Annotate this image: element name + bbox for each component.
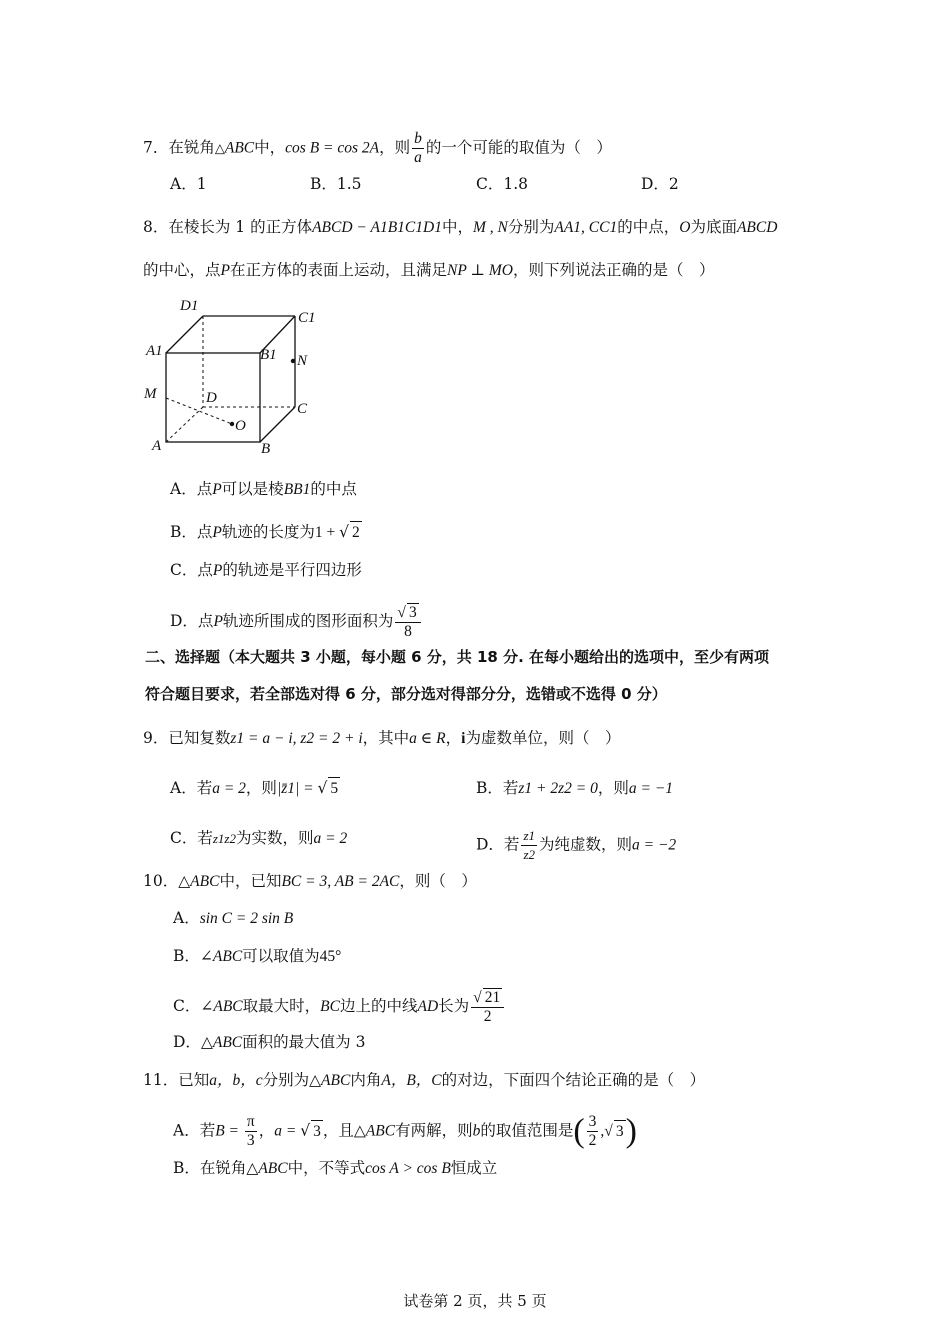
point-n	[291, 359, 295, 363]
q9-option-b: B．若z1 + 2z2 = 0，则a = −1	[476, 779, 674, 797]
label-c1: C1	[298, 310, 316, 326]
label-o: O	[235, 418, 246, 434]
q9-option-d: D．若 $\frac{z1}{z2}$ 为纯虚数，则a = −2	[476, 828, 677, 862]
q11-option-b: B．在锐角△ABC中，不等式cos A > cos B恒成立	[173, 1159, 498, 1177]
q11-option-a: A．若B = $\frac{\pi}{3}$ ，a = √ 3 ，且△ABC有两解，则b的取值范围是( $\frac{3}{2}$ ,√ 3)	[173, 1112, 637, 1150]
q10-option-b: B．∠ABC可以取值为45°	[173, 947, 342, 965]
q8-option-d: D．点P轨迹所围成的图形面积为 $\frac{√ 3}{8}$	[170, 603, 423, 641]
point-o	[230, 422, 234, 426]
q10-option-d: D．△ABC面积的最大值为 3	[173, 1033, 366, 1051]
label-b1: B1	[260, 347, 277, 363]
q10-stem: 10．△ABC中，已知BC = 3, AB = 2AC，则（ ）	[143, 872, 477, 890]
label-d: D	[206, 390, 217, 406]
q9-option-c: C．若z1z2为实数，则a = 2	[170, 829, 348, 847]
section2-heading-line1: 二、选择题（本大题共 3 小题，每小题 6 分，共 18 分. 在每小题给出的选项中，至少有两项	[145, 648, 770, 666]
cube-edge-bc	[260, 407, 295, 442]
q8-option-a: A．点P可以是棱BB1的中点	[170, 480, 357, 498]
q7-option-b: B．1.5	[310, 175, 362, 193]
q7-condition: cos B = cos 2A	[285, 139, 380, 157]
q9-option-a: A．若a = 2，则|z̄1| = √ 5	[170, 777, 340, 800]
cube-figure	[140, 292, 330, 462]
q7-option-d: D．2	[641, 175, 679, 193]
segment-mo	[166, 398, 232, 424]
label-n: N	[297, 353, 308, 369]
section2-heading-line2: 符合题目要求，若全部选对得 6 分，部分选对得部分分，选错或不选得 0 分）	[145, 685, 667, 703]
cube-hidden-ad	[166, 407, 203, 442]
q8-d-fraction: $\frac{√ 3}{8}$	[395, 603, 420, 641]
q7-option-c: C．1.8	[476, 175, 529, 193]
q8-stem-line2: 的中心，点P在正方体的表面上运动，且满足NP ⊥ MO，则下列说法正确的是（ ）	[143, 261, 715, 279]
q10-option-c: C．∠ABC取最大时，BC边上的中线AD长为 $\frac{√ 21}{2}$	[173, 988, 506, 1026]
cube-edge-a1d1	[166, 316, 203, 353]
q8-stem-line1: 8．在棱长为 1 的正方体ABCD − A1B1C1D1中，M , N分别为AA1, CC1的中点，O为底面ABCD	[143, 218, 778, 236]
label-a: A	[152, 438, 162, 454]
q8-option-c: C．点P的轨迹是平行四边形	[170, 561, 362, 579]
label-m: M	[144, 386, 157, 402]
label-b: B	[261, 441, 271, 457]
label-d1: D1	[180, 298, 199, 314]
page-footer: 试卷第 2 页，共 5 页	[403, 1292, 547, 1310]
q7-stem: 7．在锐角△ABC中，cos B = cos 2A，则 $\frac{b}{a}$ 的一个可能的取值为（ ）	[143, 130, 612, 166]
q8-option-b: B．点P轨迹的长度为1 + √ 2	[170, 521, 362, 544]
q7-option-a: A．1	[170, 175, 207, 193]
q9-stem: 9．已知复数z1 = a − i, z2 = 2 + i，其中a ∈ R，i为虚数单位，则（ ）	[143, 729, 621, 747]
q7-fraction: $\frac{b}{a}$	[414, 130, 422, 166]
q11-stem: 11．已知a，b，c分别为△ABC内角A，B，C的对边，下面四个结论正确的是（ ）	[143, 1071, 706, 1089]
label-c: C	[297, 401, 308, 417]
label-a1: A1	[146, 343, 163, 359]
q10-option-a: A．sin C = 2 sin B	[173, 909, 294, 927]
